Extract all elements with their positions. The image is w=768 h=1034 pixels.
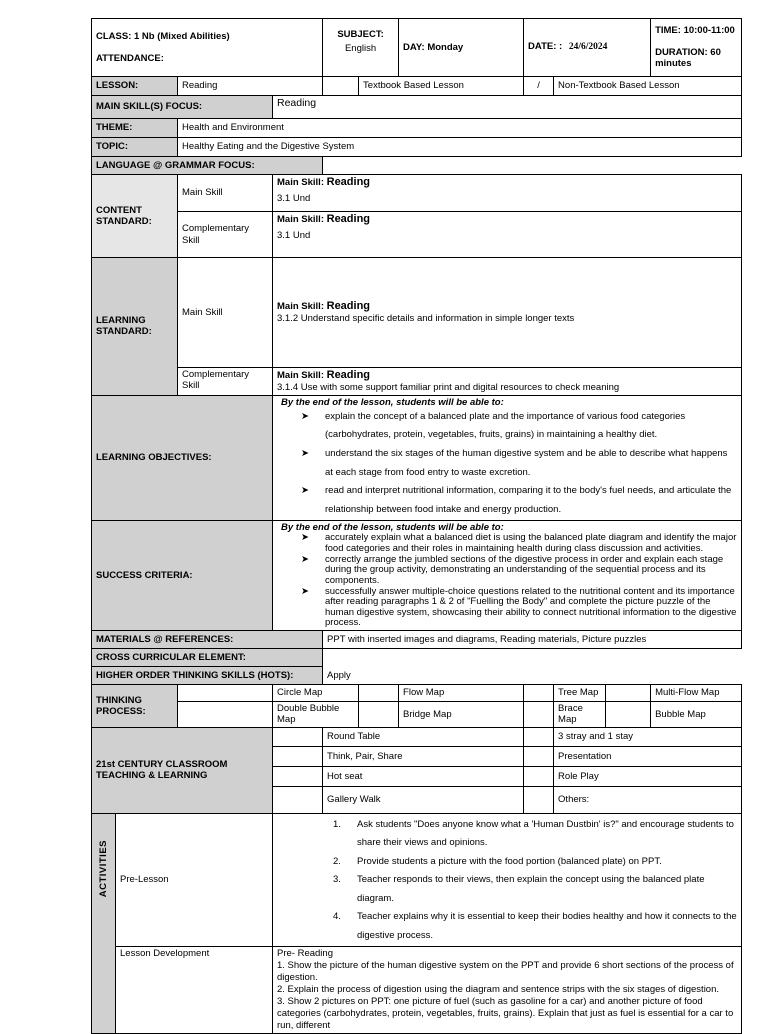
lesson-development-cell — [273, 947, 742, 1033]
ls-main-label: Main Skill — [178, 258, 273, 368]
cs-comp-text: 3.1 Und — [277, 230, 311, 242]
pre-lesson-cell — [273, 813, 742, 947]
learning-objectives-cell — [273, 395, 742, 520]
ld-step: 2. Explain the process of digestion using the diagram and sentence strips with the six stages of digestion. — [277, 984, 720, 996]
duration-text: DURATION: 60 minutes — [655, 46, 721, 70]
time-cell — [651, 19, 742, 77]
map-label: Multi-Flow Map — [651, 685, 742, 702]
ls-main-text: 3.1.2 Understand specific details and information in simple longer texts — [277, 313, 575, 325]
method-label: Think, Pair, Share — [323, 746, 524, 766]
map-label: Tree Map — [554, 685, 606, 702]
map-checkbox[interactable] — [606, 685, 651, 702]
method-checkbox[interactable] — [273, 727, 323, 746]
cs-main-prefix: Main Skill: — [277, 177, 324, 188]
arrow-bullet-icon: ➤ — [301, 553, 309, 565]
ls-comp-label: Complementary Skill — [178, 368, 273, 396]
lo-item: ➤ explain the concept of a balanced plate and the importance of various food categories (carbohydrates, protein, vegetables, fruits, grains) in maintaining a healthy diet. — [277, 408, 737, 445]
materials-label: MATERIALS @ REFERENCES: — [92, 631, 323, 649]
method-checkbox[interactable] — [524, 746, 554, 766]
class-cell — [92, 19, 323, 77]
date-cell — [524, 19, 651, 77]
date-value: 24/6/2024 — [568, 42, 608, 53]
ld-step: 1. Show the picture of the human digestive system on the PPT and provide 6 short sections of the process of digestion. — [277, 960, 734, 984]
ld-step: 3. Show 2 pictures on PPT: one picture of fuel (such as gasoline for a car) and another picture of food categories (carbohydrates, protein, vegetables, fruits, grains). Explain that just as fuel is essential for a car to run, different — [277, 995, 734, 1031]
method-label: 3 stray and 1 stay — [554, 727, 742, 746]
map-label: Double Bubble Map — [273, 702, 359, 728]
subject-label: SUBJECT: — [337, 29, 384, 40]
content-standard-label: CONTENT STANDARD: — [92, 175, 178, 258]
topic-label: TOPIC: — [92, 138, 178, 157]
method-label: Hot seat — [323, 766, 524, 786]
cs-main-cell — [273, 175, 742, 212]
sc-list — [277, 533, 737, 629]
ld-heading: Pre- Reading — [277, 948, 333, 960]
lo-list — [277, 408, 737, 519]
method-checkbox[interactable] — [524, 766, 554, 786]
arrow-bullet-icon: ➤ — [301, 532, 309, 544]
cs-comp-cell — [273, 212, 742, 258]
cs-main-label: Main Skill — [178, 175, 273, 212]
sc-item: ➤ correctly arrange the jumbled sections of the digestive process in order and explain each stage during the group activity, demonstrating an understanding of the sequential process and its components. — [301, 553, 724, 586]
ls-comp-cell — [273, 368, 742, 396]
lesson-development-label: Lesson Development — [116, 947, 273, 1033]
method-checkbox[interactable] — [273, 746, 323, 766]
sc-intro: By the end of the lesson, students will be able to: — [281, 522, 504, 534]
materials-value: PPT with inserted images and diagrams, Reading materials, Picture puzzles — [323, 631, 742, 649]
pre-lesson-steps — [277, 816, 737, 946]
cs-comp-prefix: Main Skill: — [277, 214, 324, 225]
cs-comp-label: Complementary Skill — [178, 212, 273, 258]
lo-item: ➤ understand the six stages of the human digestive system and be able to describe what happens at each stage from food entry to waste excretion. — [277, 445, 737, 482]
arrow-bullet-icon: ➤ — [301, 410, 309, 422]
cross-curricular-value — [323, 649, 742, 667]
map-label: Circle Map — [273, 685, 359, 702]
learning-standard-label: LEARNING STANDARD: — [92, 258, 178, 396]
list-item: 3. Teacher responds to their views, then explain the concept using the balanced plate diagram. — [333, 874, 705, 904]
method-label: Role Play — [554, 766, 742, 786]
arrow-bullet-icon: ➤ — [301, 448, 309, 459]
time-text: TIME: 10:00-11:00 — [655, 25, 735, 37]
theme-label: THEME: — [92, 119, 178, 138]
map-checkbox[interactable] — [606, 702, 651, 728]
pre-lesson-label: Pre-Lesson — [116, 813, 273, 947]
class-text: CLASS: 1 Nb (Mixed Abilities) — [96, 31, 230, 43]
attendance-text: ATTENDANCE: — [96, 52, 164, 64]
lesson-plan-table — [91, 18, 742, 1034]
method-checkbox[interactable] — [273, 786, 323, 813]
method-checkbox[interactable] — [273, 766, 323, 786]
lesson-label: LESSON: — [92, 77, 178, 96]
success-criteria-cell — [273, 521, 742, 631]
subject-cell — [323, 19, 399, 77]
activities-label-cell — [92, 813, 116, 1033]
map-checkbox[interactable] — [524, 685, 554, 702]
success-criteria-label: SUCCESS CRITERIA: — [92, 521, 273, 631]
map-checkbox[interactable] — [359, 702, 399, 728]
language-focus-label: LANGUAGE @ GRAMMAR FOCUS: — [92, 157, 323, 175]
map-label: Flow Map — [399, 685, 524, 702]
main-skill-focus-value: Reading — [273, 96, 742, 119]
method-label: Gallery Walk — [323, 786, 524, 813]
date-label: DATE: : — [528, 41, 563, 53]
learning-objectives-label: LEARNING OBJECTIVES: — [92, 395, 273, 520]
arrow-bullet-icon: ➤ — [301, 585, 309, 597]
sc-item: ➤ accurately explain what a balanced diet is using the balanced plate diagram and identify the major food categories and their roles in maintaining health during class discussion and activities. — [301, 532, 737, 555]
method-label: Others: — [554, 786, 742, 813]
theme-value: Health and Environment — [178, 119, 742, 138]
cs-main-text: 3.1 Und — [277, 193, 311, 205]
map-checkbox[interactable] — [178, 685, 273, 702]
list-item: 2. Provide students a picture with the food portion (balanced plate) on PPT. — [333, 855, 662, 867]
language-focus-value — [323, 157, 742, 175]
century21-label: 21st CENTURY CLASSROOM TEACHING & LEARNING — [92, 727, 273, 813]
cs-comp-skill: Reading — [326, 213, 371, 225]
lo-item: ➤ read and interpret nutritional information, comparing it to the body's fuel needs, and articulate the relationship between food intake and energy production. — [277, 482, 737, 519]
textbook-checkbox[interactable] — [323, 77, 359, 96]
subject-value: English — [344, 43, 377, 55]
list-item: 4. Teacher explains why it is essential to keep their bodies healthy and how it connects to the digestive process. — [333, 911, 737, 941]
ls-comp-text: 3.1.4 Use with some support familiar print and digital resources to check meaning — [277, 382, 620, 394]
ls-comp-prefix: Main Skill: — [277, 370, 324, 381]
list-item: 1. Ask students "Does anyone know what a 'Human Dustbin' is?" and encourage students to share their views and opinions. — [333, 818, 734, 849]
map-checkbox[interactable] — [178, 702, 273, 728]
map-label: Bridge Map — [399, 702, 524, 728]
main-skill-focus-label: MAIN SKILL(S) FOCUS: — [92, 96, 273, 119]
ls-main-skill: Reading — [326, 300, 371, 313]
method-label: Round Table — [323, 727, 524, 746]
non-textbook-checkbox[interactable]: / — [524, 77, 554, 96]
ls-main-cell — [273, 258, 742, 368]
thinking-process-label: THINKING PROCESS: — [92, 685, 178, 728]
activities-label: ACTIVITIES — [97, 839, 109, 898]
hots-value: Apply — [323, 667, 742, 685]
map-checkbox[interactable] — [524, 702, 554, 728]
map-label: Bubble Map — [651, 702, 742, 728]
sc-item: ➤ successfully answer multiple-choice questions related to the nutritional content and its importance after reading paragraphs 1 & 2 of "Fuelling the Body" and complete the picture puzzle of the human digestive system, showcasing their ability to connect nutritional information to the digestive process. — [301, 585, 737, 629]
map-label: Brace Map — [554, 702, 606, 728]
method-checkbox[interactable] — [524, 786, 554, 813]
hots-label: HIGHER ORDER THINKING SKILLS (HOTS): — [92, 667, 323, 685]
lesson-value: Reading — [178, 77, 323, 96]
topic-value: Healthy Eating and the Digestive System — [178, 138, 742, 157]
method-label: Presentation — [554, 746, 742, 766]
method-checkbox[interactable] — [524, 727, 554, 746]
map-checkbox[interactable] — [359, 685, 399, 702]
day-cell: DAY: Monday — [399, 19, 524, 77]
cs-main-skill: Reading — [326, 176, 371, 188]
textbook-label: Textbook Based Lesson — [359, 77, 524, 96]
ls-comp-skill: Reading — [326, 369, 371, 381]
arrow-bullet-icon: ➤ — [301, 485, 309, 497]
cross-curricular-label: CROSS CURRICULAR ELEMENT: — [92, 649, 323, 667]
lo-intro: By the end of the lesson, students will be able to: — [281, 396, 504, 408]
ls-main-prefix: Main Skill: — [277, 301, 324, 313]
non-textbook-label: Non-Textbook Based Lesson — [554, 77, 742, 96]
